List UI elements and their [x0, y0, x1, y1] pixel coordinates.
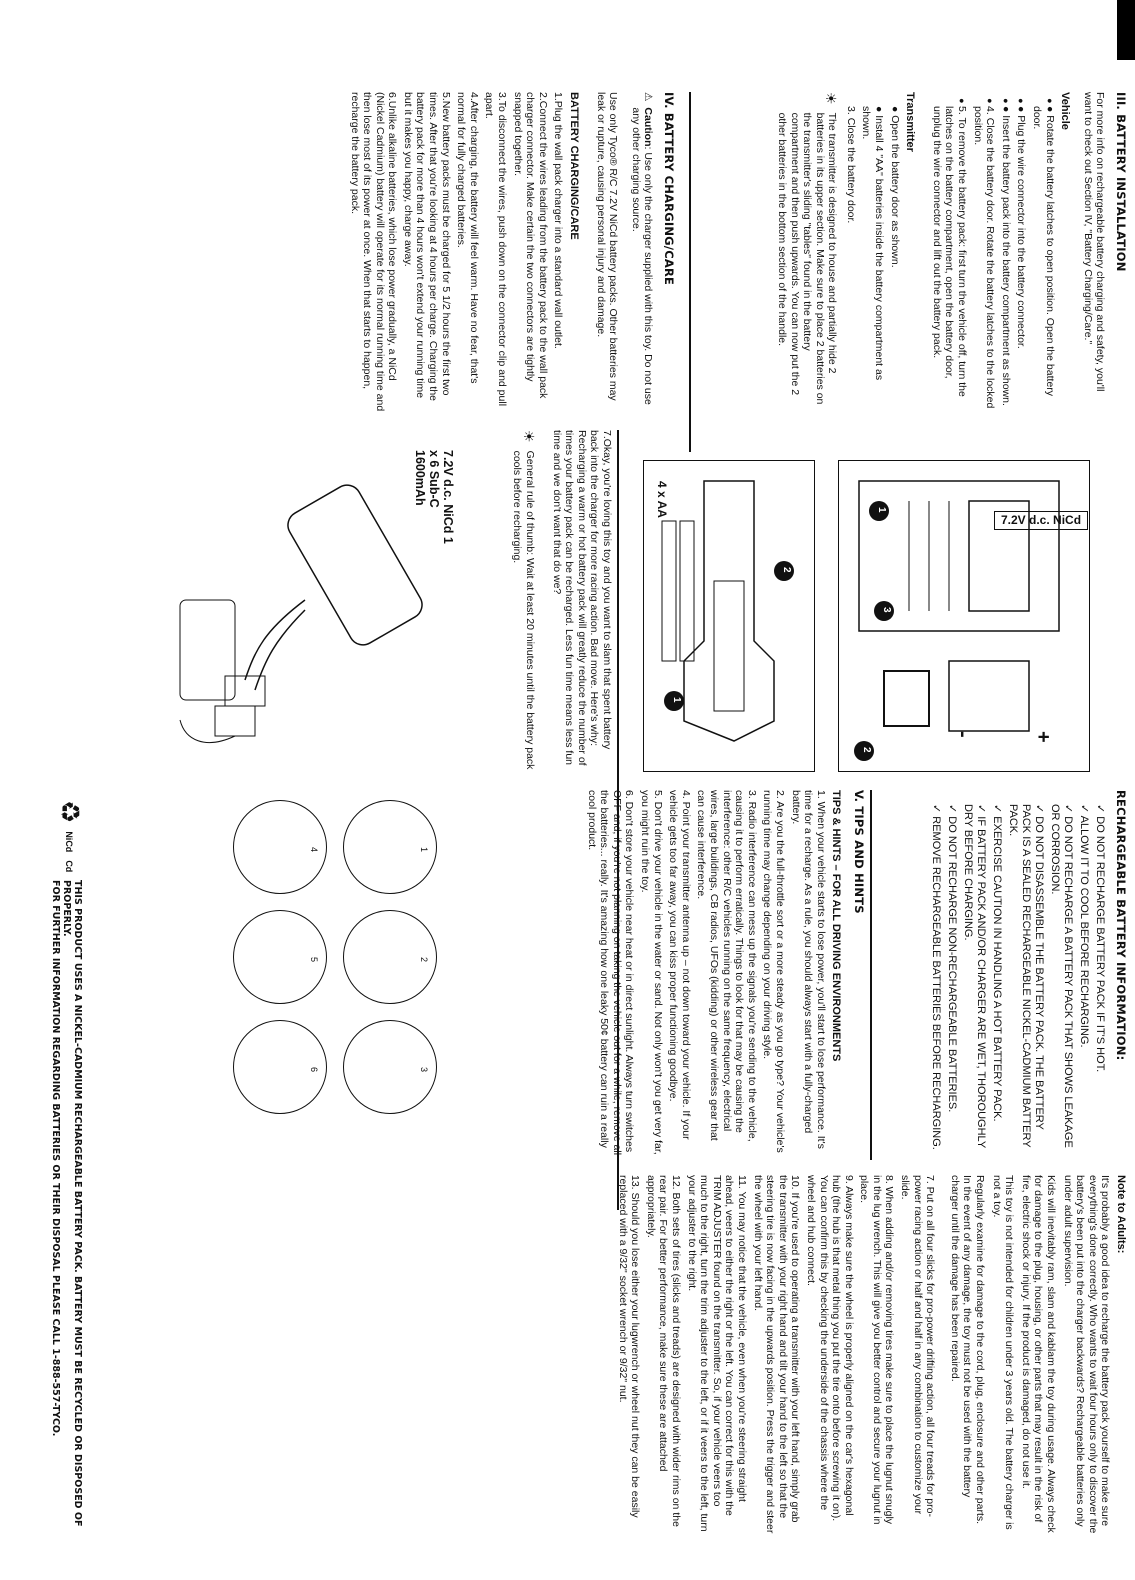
tire-steps-figure: [137, 800, 437, 1140]
section-battery-installation: [348, 92, 1128, 412]
footer-line: THIS PRODUCT USES A NICKEL-CADMIUM RECHARGEABLE BATTERY PACK. BATTERY MUST BE RECYCLED OR DISPOSED OF PROPERLY.: [61, 880, 83, 1527]
charging-steps: [348, 92, 565, 412]
bullet-icon: ●: [873, 106, 886, 116]
rechargeable-info: [309, 790, 1128, 1160]
charging-step-7: [503, 430, 613, 770]
tips-list: [585, 790, 827, 1160]
check-icon: ✓: [1033, 804, 1046, 817]
transmitter-figure: [643, 460, 815, 772]
aa-label: 4 x AA: [655, 481, 669, 518]
step-circle: 6: [233, 1020, 327, 1114]
lightbulb-icon: ☀: [823, 92, 840, 105]
list-item: ● Plug the wire connector into the battery connector.: [1015, 106, 1028, 349]
transmitter-heading: Transmitter: [904, 92, 917, 152]
bullet-icon: ●: [888, 106, 901, 116]
tips-list-continued: [616, 1175, 936, 1535]
list-item: 4.After charging, the battery will feel warm. Have no fear, that's normal for fully charged batteries.: [455, 92, 480, 384]
step-marker: 1: [876, 507, 887, 513]
list-item: 6. Don't store your vehicle near heat or in direct sunlight. Always turn switches OFF and, if you're not planning on taking the vehicle out for a while, remove all the batteries... really. It's amazing how one leaky 50¢ battery can ruin a really cool product.: [585, 790, 636, 1156]
caution-note: ⚠ Caution: Use only the charger supplied with this toy. Do not use any other charging source.: [629, 92, 655, 405]
list-item: 3. Radio interference can mess up the signals you're sending to the vehicle, causing it to perform erratically. Things to look for that may be causing the interference: other R/C vehicles running on the same frequency, electrical wires, large buildings, CB radios, UFOs (kidding) or other wireless gear that can cause interference.: [695, 790, 758, 1142]
list-item: 9. Always make sure the wheel is properly aligned on the car's hexagonal hub (the hub is that metal thing you put the tire onto before screwing it on). You can confirm this by checking the underside of the chassis where the wheel and hub connect.: [804, 1175, 855, 1522]
rechargeable-list: [929, 790, 1106, 1160]
battery-paragraph: Use only Tyco® R/C 7.2V NiCd battery packs. Other batteries may leak or rupture, causing personal injury and damage.: [594, 92, 620, 401]
list-item: 3. Close the battery door.: [844, 106, 857, 224]
list-item: ● Insert the battery pack into the battery compartment as shown.: [999, 106, 1012, 406]
list-item: ● Rotate the battery latches to open position. Open the battery door.: [1031, 106, 1056, 397]
bullet-icon: ●: [999, 106, 1012, 116]
battery-pack-figure: [175, 450, 455, 770]
vehicle-battery-figure: [838, 460, 1090, 772]
list-item: ✓ DO NOT RECHARGE NON-RECHARGEABLE BATTERIES.: [946, 804, 959, 1113]
corner-bar: [1117, 0, 1135, 60]
list-item: 13. Should you lose either your lugwrench or wheel nut they can be easily replaced with a 9/32" socket wrench or 9/32" nut.: [616, 1175, 642, 1518]
list-item: ● Install 4 "AA" batteries inside the battery compartment as shown.: [860, 106, 886, 381]
adults-heading: Note to Adults:: [1115, 1175, 1127, 1254]
transmitter-note: ☀ The transmitter is designed to house and partially hide 2 batteries in its upper section. Make sure to place 2 batteries on the transmitter's sliding "tables" found in the battery compartment and then push upwards. You can now put the 2 other batteries in the bottom section of the handle.: [775, 92, 840, 405]
list-item: ✓ DO NOT RECHARGE BATTERY PACK IF IT'S HOT.: [1094, 804, 1107, 1073]
intro-text: For more info on rechargeable battery charging and safety, you'll want to check out Section IV, "Battery Charging/Care.": [1081, 92, 1107, 392]
divider: [689, 92, 691, 452]
list-item: ✓ IF BATTERY PACK AND/OR CHARGER ARE WET, THOROUGHLY DRY BEFORE CHARGING.: [962, 804, 988, 1148]
warning-icon: ⚠: [642, 92, 655, 102]
list-item: 6.Unlike alkaline batteries, which lose power gradually, a NiCd (Nickel Cadmium) battery will operate for its normal running time and then lose most of its power at once. When that starts to happen, recharge the battery pack.: [348, 92, 399, 412]
check-icon: ✓: [1062, 804, 1075, 817]
bullet-icon: ●: [1015, 106, 1028, 116]
step-circle: 5: [233, 910, 327, 1004]
lightbulb-icon: ☀: [521, 430, 538, 443]
section-battery-charging: [345, 92, 675, 412]
list-item: 1. When your vehicle starts to lose power, you'll start to lose performance. It's time for a recharge. As a rule, you should always start with a fully-charged battery.: [789, 790, 827, 1149]
list-item: ● Open the battery door as shown.: [888, 106, 901, 268]
battery-label: 7.2V d.c. NiCd: [994, 511, 1088, 530]
list-item: 2. Are you the full-throttle sort or a more steady as you go type? Your vehicle's running time may change depending on your driving style.: [761, 790, 787, 1153]
adult-paragraph: Regularly examine for damage to the cord, plug, enclosure and other parts. In the event of any damage, the toy must not be used with the battery charger until the damage has been repaired.: [948, 1175, 987, 1525]
adult-paragraph: Kids will inevitably ram, slam and kablam the toy during usage. Always check for damage to the plug, housing, or other parts that may result in the risk of fire, electric shock or injury. If the product is damaged, do not use it.: [1019, 1175, 1058, 1533]
list-item: ✓ DO NOT DISASSEMBLE THE BATTERY PACK. THE BATTERY PACK IS A SEALED RECHARGEABLE NICKEL-CADMIUM BATTERY PACK.: [1007, 804, 1046, 1148]
list-item: 11. You may notice that the vehicle, even when you're steering straight ahead, veers to either the right or the left. You can correct for this with the TRIM ADJUSTER found on the transmitter. So, if your vehicle veers too much to the right, turn the trim adjuster to the left, or if it veers to the left, turn your adjuster to the right.: [685, 1175, 748, 1532]
step-circle: 3: [343, 1020, 437, 1114]
list-item: 4. Close the battery door. Rotate the battery latches to the locked position.: [971, 106, 997, 409]
check-icon: ✓: [975, 804, 988, 817]
section-heading: IV. BATTERY CHARGING/CARE: [662, 92, 676, 286]
transmitter-steps: [844, 92, 900, 412]
check-icon: ✓: [1094, 804, 1107, 817]
check-icon: ✓: [946, 804, 959, 817]
vehicle-heading: Vehicle: [1059, 92, 1072, 130]
list-item: ✓ REMOVE RECHARGEABLE BATTERIES BEFORE RECHARGING.: [930, 804, 943, 1150]
footer-text: [50, 880, 83, 1570]
list-item: 7. Put on all four slicks for pro-power drifting action, all four treads for pro-power racing action or half and half in any combination to customize your slide.: [899, 1175, 937, 1517]
recycle-badge: [54, 800, 85, 872]
step-marker: 1: [671, 697, 682, 703]
step-marker: 2: [781, 567, 792, 573]
section-heading: RECHARGEABLE BATTERY INFORMATION:: [1114, 790, 1128, 1061]
list-item: 7.Okay, you're loving this toy and you want to slam that spent battery back into the charger for more racing action. Bad move. Here's why: Recharging a warm or hot battery pack will greatly reduce the number of times your battery pack can be recharged. Less fun time means less fun time and we don't want that do we?: [550, 430, 613, 766]
list-item: ✓ ALLOW IT TO COOL BEFORE RECHARGING.: [1078, 804, 1091, 1048]
cd-label: Cd: [64, 860, 75, 873]
list-item: 5. To remove the battery pack: first turn the vehicle off, turn the latches on the battery compartment, open the battery door, unplug the wire connector and lift out the battery pack.: [930, 106, 969, 397]
list-item: 2.Connect the wires leading from the battery pack to the wall pack charger connector. Make certain the two connectors are tightly snapped together.: [511, 92, 549, 399]
step-marker: 3: [881, 607, 892, 613]
rule-of-thumb: ☀ General rule of thumb: Wait at least 20 minutes until the battery pack cools before recharging.: [511, 430, 538, 770]
check-icon: ✓: [991, 804, 1004, 817]
list-item: 12. Both sets of tires (slicks and treads) are designed with wider rims on the rear pair. For better performance, make sure these are attached appropriately.: [644, 1175, 682, 1527]
adults-column: [613, 1175, 1127, 1535]
step-circle: 1: [343, 800, 437, 894]
check-icon: ✓: [1078, 804, 1091, 816]
minus-sign: -: [952, 731, 974, 738]
section-tips: [582, 790, 865, 1160]
list-item: ✓ EXERCISE CAUTION IN HANDLING A HOT BATTERY PACK.: [991, 804, 1004, 1122]
list-item: 5.New battery packs must be charged for 5 1/2 hours the first two times. After that you're looking at 4 hours per charge. Charging the battery pack for more than 4 hours won't extend your running time but it makes you happy, charge away.: [401, 92, 452, 402]
list-item: 5. Don't drive your vehicle in the water or sand. Not only won't you get very far, you might ruin the toy.: [639, 790, 664, 1155]
battery-spec: 7.2V d.c. NiCd 1 x 6 Sub-C 1600mAh: [413, 450, 455, 544]
footer-line: FOR FURTHER INFORMATION REGARDING BATTERIES OR THEIR DISPOSAL PLEASE CALL 1-888-557-TYCO.: [50, 880, 61, 1437]
vehicle-steps: [930, 92, 1055, 412]
divider: [870, 790, 872, 1160]
tips-subheading: TIPS & HINTS – FOR ALL DRIVING ENVIRONMENTS: [830, 790, 843, 1062]
step-marker: 2: [861, 747, 872, 753]
list-item: 10. If you're used to operating a transmitter with your left hand, simply grab the transmitter with your right hand and tilt your hand to the left so that the steering tire is now facing in the upwards position. Press the trigger and steer the wheel with your left hand.: [751, 1175, 802, 1534]
charging-subheading: BATTERY CHARGING/CARE: [568, 92, 581, 240]
adult-paragraph: This toy is not intended for children under 3 years old. The battery charger is not a toy.: [990, 1175, 1016, 1530]
bullet-icon: ●: [1043, 106, 1056, 116]
list-item: 8. When adding and/or removing tires make sure to place the lugnut snugly in the lug wrench. This will give you better control and secure your lugnut in place.: [858, 1175, 896, 1525]
section-heading: III. BATTERY INSTALLATION: [1114, 92, 1128, 272]
list-item: 3.To disconnect the wires, push down on the connector clip and pull apart.: [483, 92, 509, 407]
list-item: ✓ DO NOT RECHARGE A BATTERY PACK THAT SHOWS LEAKAGE OR CORROSION.: [1049, 804, 1075, 1148]
section-heading: V. TIPS AND HINTS: [852, 790, 866, 914]
list-item: 4. Point your transmitter antenna up – not down toward your vehicle. If your vehicle gets too far away, you can kiss proper functioning goodbye.: [667, 790, 692, 1140]
plus-sign: +: [1032, 731, 1054, 743]
list-item: 1.Plug the wall pack charger into a standard wall outlet.: [552, 92, 565, 349]
step-circle: 4: [233, 800, 327, 894]
check-icon: ✓: [930, 804, 943, 817]
adult-paragraph: It's probably a good idea to recharge the battery pack yourself to make sure everything's done correctly. Who wants to wait four hours only to discover the battery's been put into the charger backwards? Rechargeable batteries only under adult supervision.: [1061, 1175, 1112, 1534]
transmitter-drawing: [644, 461, 814, 771]
step-circle: 2: [343, 910, 437, 1004]
recycle-icon: ♻: [55, 800, 85, 824]
nicd-label: NiCd: [64, 831, 75, 853]
